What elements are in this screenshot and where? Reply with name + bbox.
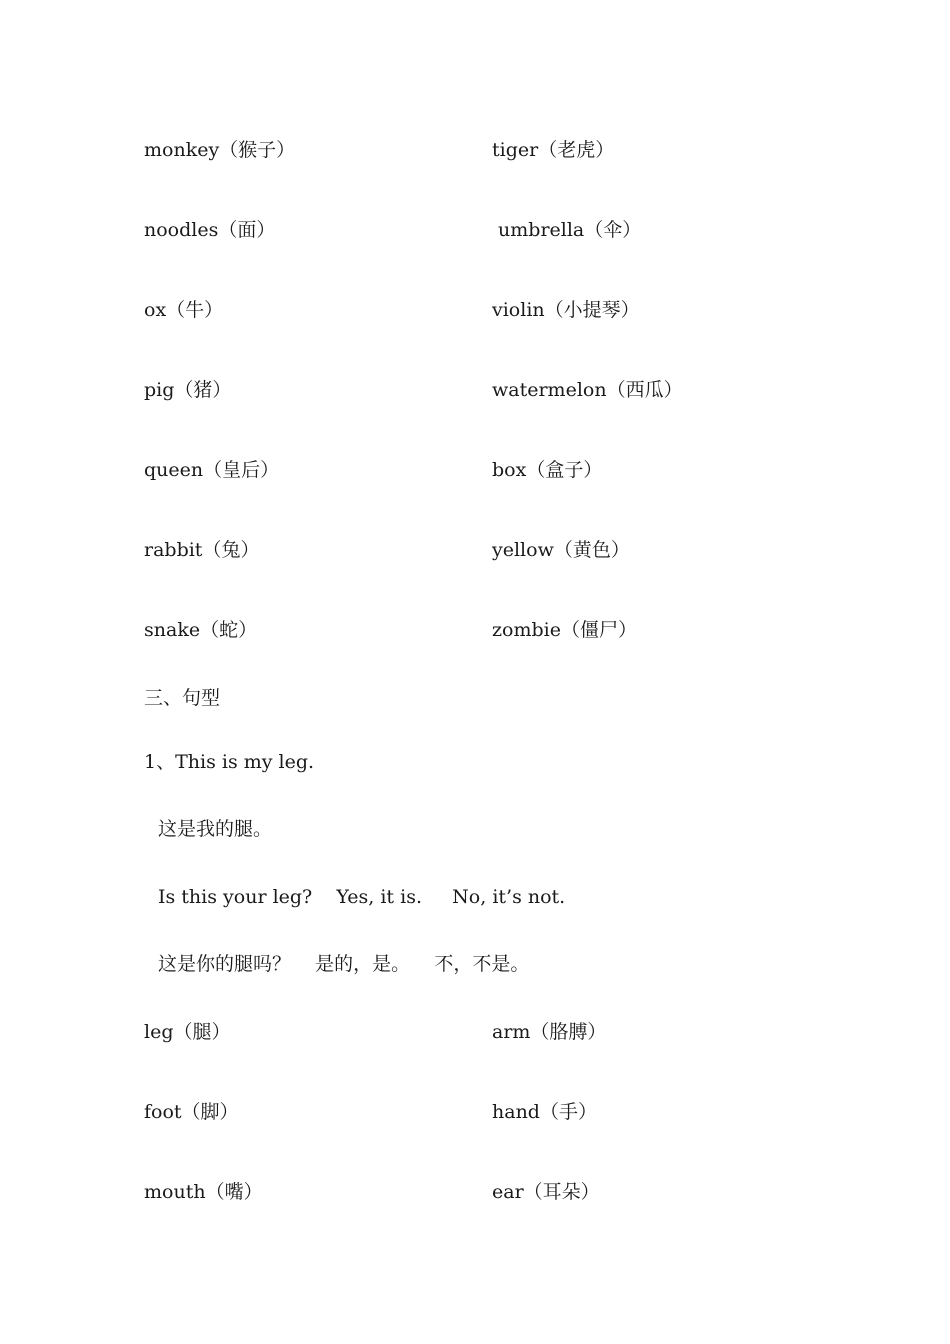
vocab-item: violin（小提琴） [492,299,640,321]
vocab-item: rabbit（兔） [144,539,260,561]
vocab-item: ox（牛） [144,299,224,321]
vocab-item: watermelon（西瓜） [492,379,683,401]
vocab-item: snake（蛇） [144,619,258,641]
vocab-item: noodles（面） [144,219,276,241]
vocab-item: arm（胳膊） [492,1021,607,1043]
pattern-question: Is this your leg? Yes, it is. No, it’s not. [158,886,566,908]
vocab-item: monkey（猴子） [144,139,296,161]
vocab-item: mouth（嘴） [144,1181,263,1203]
vocab-item: foot（脚） [144,1101,239,1123]
vocab-item: leg（腿） [144,1021,231,1043]
pattern-translation: 这是我的腿。 [158,818,273,840]
vocab-item: umbrella（伞） [492,219,642,241]
pattern-sentence: 1、This is my leg. [144,751,315,773]
vocab-item: pig（猪） [144,379,232,401]
vocab-item: zombie（僵尸） [492,619,637,641]
vocab-item: queen（皇后） [144,459,280,481]
pattern-question-translation: 这是你的腿吗？ 是的，是。 不，不是。 [158,953,530,975]
vocab-item: box（盒子） [492,459,603,481]
vocab-item: yellow（黄色） [492,539,630,561]
vocab-item: ear（耳朵） [492,1181,600,1203]
vocab-item: tiger（老虎） [492,139,615,161]
section-heading: 三、句型 [144,687,221,709]
vocab-item: hand（手） [492,1101,597,1123]
